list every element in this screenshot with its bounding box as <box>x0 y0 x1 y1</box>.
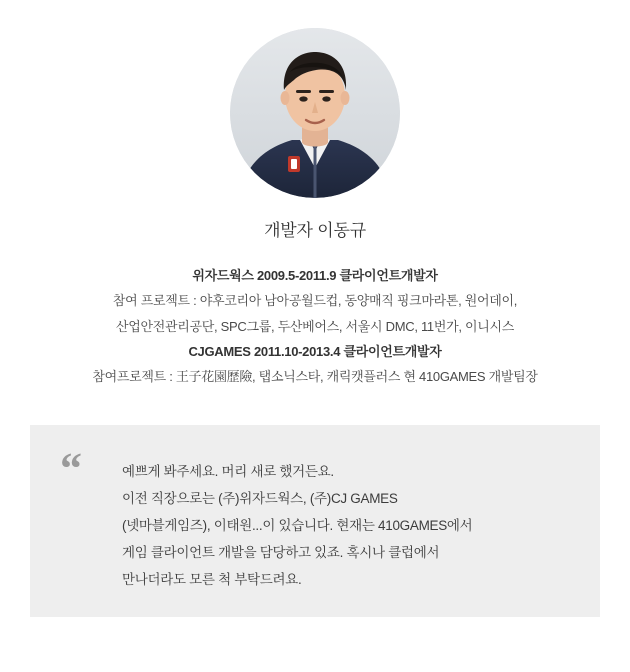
credit-line: 참여프로젝트 : 王子花園歷險, 탭소닉스타, 캐릭캣플러스 현 410GAMES 개발팀장 <box>92 369 538 385</box>
quote-box <box>30 425 600 617</box>
avatar-container <box>0 0 630 198</box>
quote-line: (넷마블게임즈), 이태원...이 있습니다. 현재는 410GAMES에서 <box>122 518 473 533</box>
avatar-photo-icon <box>230 28 400 198</box>
quote-mark-icon: “ <box>60 444 82 493</box>
quote-line: 만나더라도 모른 척 부탁드려요. <box>122 572 302 587</box>
avatar <box>230 28 400 198</box>
credit-line: 위자드웍스 2009.5-2011.9 클라이언트개발자 <box>192 268 438 283</box>
profile-name-row <box>0 216 630 241</box>
quote-line: 게임 클라이언트 개발을 담당하고 있죠. 혹시나 클럽에서 <box>122 545 440 560</box>
quote-text <box>122 458 576 593</box>
quote-line: 이전 직장으로는 (주)위자드웍스, (주)CJ GAMES <box>122 491 398 506</box>
credit-line: CJGAMES 2011.10-2013.4 클라이언트개발자 <box>188 344 442 360</box>
credits-block <box>0 263 630 390</box>
credit-line: 참여 프로젝트 : 야후코리아 남아공월드컵, 동양매직 핑크마라톤, 원어데이, <box>112 293 518 309</box>
credit-line: 산업안전관리공단, SPC그룹, 두산베어스, 서울시 DMC, 11번가, 이니시스 <box>115 318 515 334</box>
quote-line: 예쁘게 봐주세요. 머리 새로 했거든요. <box>122 464 334 479</box>
profile-name: 개발자 이동규 <box>264 221 366 240</box>
